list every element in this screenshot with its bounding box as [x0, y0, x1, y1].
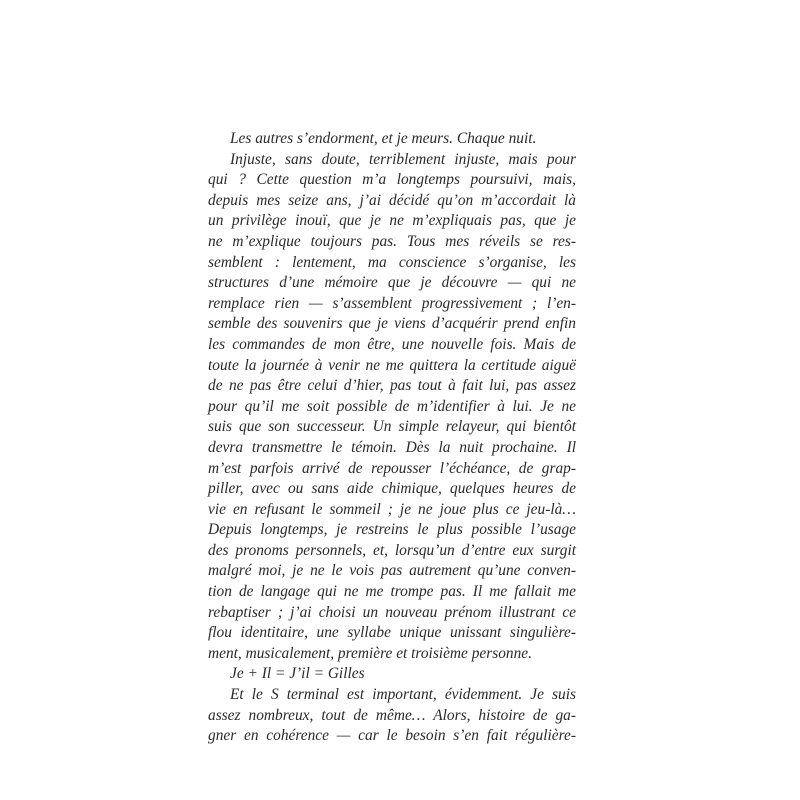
text-line: suis que son successeur. Un simple relayeur, qui bientôt — [208, 418, 576, 436]
text-line: m’est parfois arrivé de repousser l’échéance, de grap- — [208, 459, 576, 477]
text-line: vie en refusant le sommeil ; je ne joue plus ce jeu-là… — [208, 500, 576, 518]
text-line: semblent : lentement, ma conscience s’organise, les — [208, 253, 576, 271]
text-line: toute la journée à venir ne me quittera la certitude aiguë — [208, 356, 576, 374]
text-line: les commandes de mon être, une nouvelle fois. Mais de — [208, 335, 576, 353]
text-line: Et le S terminal est important, évidemment. Je suis — [230, 686, 576, 704]
text-line: malgré moi, je ne le vois pas autrement qu’une conven- — [208, 562, 576, 580]
text-line: ne m’explique toujours pas. Tous mes réveils se res- — [208, 232, 576, 250]
text-line: structures d’une mémoire que je découvre — qui ne — [208, 274, 576, 292]
text-line: rebaptiser ; j’ai choisi un nouveau prénom illustrant ce — [208, 603, 576, 621]
text-line: Injuste, sans doute, terriblement injuste, mais pour — [230, 150, 576, 168]
text-line: un privilège inouï, que je ne m’expliquais pas, que je — [208, 212, 576, 230]
text-line: tion de langage qui ne me trompe pas. Il me fallait me — [208, 583, 576, 601]
text-line: semble des souvenirs que je viens d’acquérir prend enfin — [208, 315, 576, 333]
body-text — [208, 129, 576, 747]
text-line: de ne pas être celui d’hier, pas tout à fait lui, pas assez — [208, 377, 576, 395]
text-line: ment, musicalement, première et troisième personne. — [208, 644, 532, 662]
text-line: qui ? Cette question m’a longtemps poursuivi, mais, — [208, 171, 576, 189]
text-line: Je + Il = J’il = Gilles — [230, 665, 365, 683]
text-line: gner en cohérence — car le besoin s’en fait régulière- — [208, 727, 576, 745]
text-line: flou identitaire, une syllabe unique unissant singulière- — [208, 624, 576, 642]
text-line: Les autres s’endorment, et je meurs. Chaque nuit. — [230, 130, 537, 147]
text-line: depuis mes seize ans, j’ai décidé qu’on m’accordait là — [208, 191, 576, 209]
text-line: devra transmettre le témoin. Dès la nuit prochaine. Il — [208, 438, 576, 456]
text-line: Depuis longtemps, je restreins le plus possible l’usage — [208, 521, 576, 539]
text-line: assez nombreux, tout de même… Alors, histoire de ga- — [208, 706, 576, 724]
text-line: pour qu’il me soit possible de m’identifier à lui. Je ne — [208, 397, 576, 415]
text-line: piller, avec ou sans aide chimique, quelques heures de — [208, 480, 576, 498]
text-line: des pronoms personnels, et, lorsqu’un d’entre eux surgit — [208, 541, 576, 559]
text-line: remplace rien — s’assemblent progressivement ; l’en- — [208, 294, 576, 312]
